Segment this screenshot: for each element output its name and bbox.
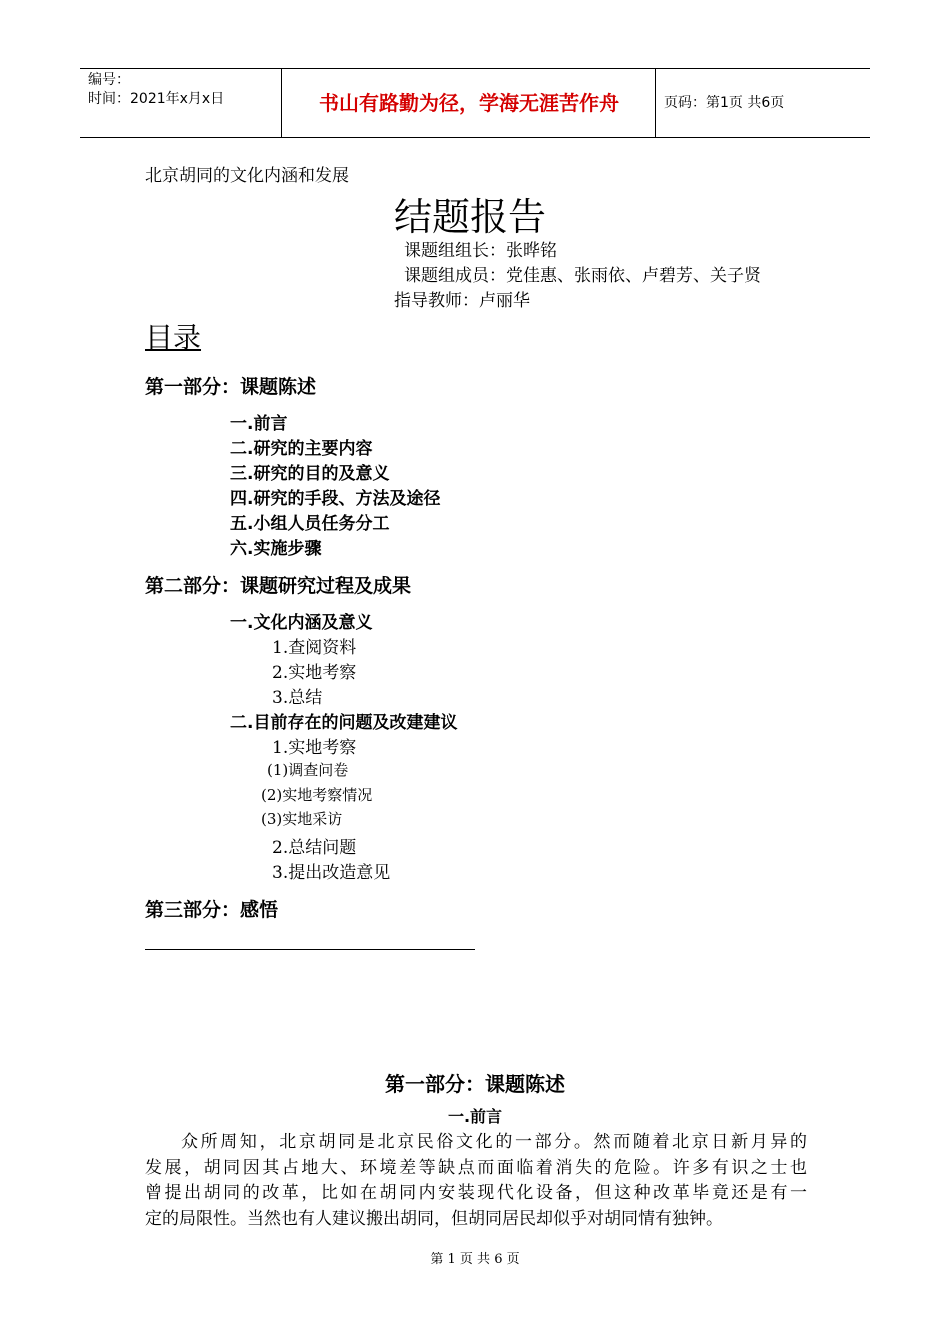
toc-part1-item: 五.小组人员任务分工 [230, 514, 390, 534]
page-footer: 第 1 页 共 6 页 [430, 1252, 520, 1267]
intro-paragraph [145, 1130, 807, 1232]
toc-part2-item: 1.查阅资料 [272, 638, 357, 658]
group-members: 课题组成员：党佳惠、张雨依、卢碧芳、关子贤 [404, 266, 761, 286]
toc-part2-item: 1.实地考察 [272, 738, 357, 758]
toc-part1-title: 第一部分：课题陈述 [145, 376, 317, 398]
header-motto: 书山有路勤为径，学海无涯苦作舟 [283, 69, 656, 137]
subsection-title: 一.前言 [447, 1107, 503, 1126]
paragraph-line: 众所周知，北京胡同是北京民俗文化的一部分。然而随着北京日新月异的 [181, 1132, 807, 1152]
toc-part1-item: 四.研究的手段、方法及途径 [230, 489, 441, 509]
divider-line [145, 949, 475, 950]
toc-part2-item: 2.实地考察 [272, 663, 357, 683]
group-leader: 课题组组长：张晔铭 [404, 241, 557, 261]
paragraph-line: 曾提出胡同的改革，比如在胡同内安装现代化设备，但这种改革毕竟还是有一 [145, 1183, 807, 1203]
time-label: 时间：2021年x月x日 [88, 91, 225, 107]
header-page-label: 页码：第1页 共6页 [664, 95, 785, 111]
toc-part2-section: 一.文化内涵及意义 [230, 613, 373, 633]
toc-part2-subitem: (3)实地采访 [261, 810, 343, 828]
header-table [80, 68, 870, 138]
toc-part1-item: 六.实施步骤 [230, 539, 322, 559]
document-title: 结题报告 [394, 195, 547, 239]
document-subtitle: 北京胡同的文化内涵和发展 [145, 166, 349, 186]
toc-part1-item: 三.研究的目的及意义 [230, 464, 390, 484]
section-title: 第一部分：课题陈述 [385, 1072, 565, 1096]
toc-part2-subitem: (2)实地考察情况 [261, 786, 373, 804]
advisor: 指导教师：卢丽华 [394, 291, 530, 311]
header-meta-cell [80, 69, 282, 137]
toc-part2-item: 3.总结 [272, 688, 323, 708]
toc-part1-item: 二.研究的主要内容 [230, 439, 373, 459]
toc-part3-title: 第三部分：感悟 [145, 899, 279, 921]
serial-label: 编号： [88, 72, 130, 88]
toc-part2-item: 3.提出改造意见 [272, 863, 391, 883]
toc-part1-item: 一.前言 [230, 414, 288, 434]
toc-heading: 目录 [145, 321, 202, 354]
paragraph-line: 定的局限性。当然也有人建议搬出胡同，但胡同居民却似乎对胡同情有独钟。 [145, 1208, 723, 1229]
paragraph-line: 发展，胡同因其占地大、环境差等缺点而面临着消失的危险。许多有识之士也 [145, 1157, 807, 1178]
toc-part2-section: 二.目前存在的问题及改建建议 [230, 713, 458, 733]
toc-part2-subitem: (1)调查问卷 [267, 761, 349, 779]
toc-part2-title: 第二部分：课题研究过程及成果 [145, 575, 412, 597]
toc-part2-item: 2.总结问题 [272, 838, 357, 858]
